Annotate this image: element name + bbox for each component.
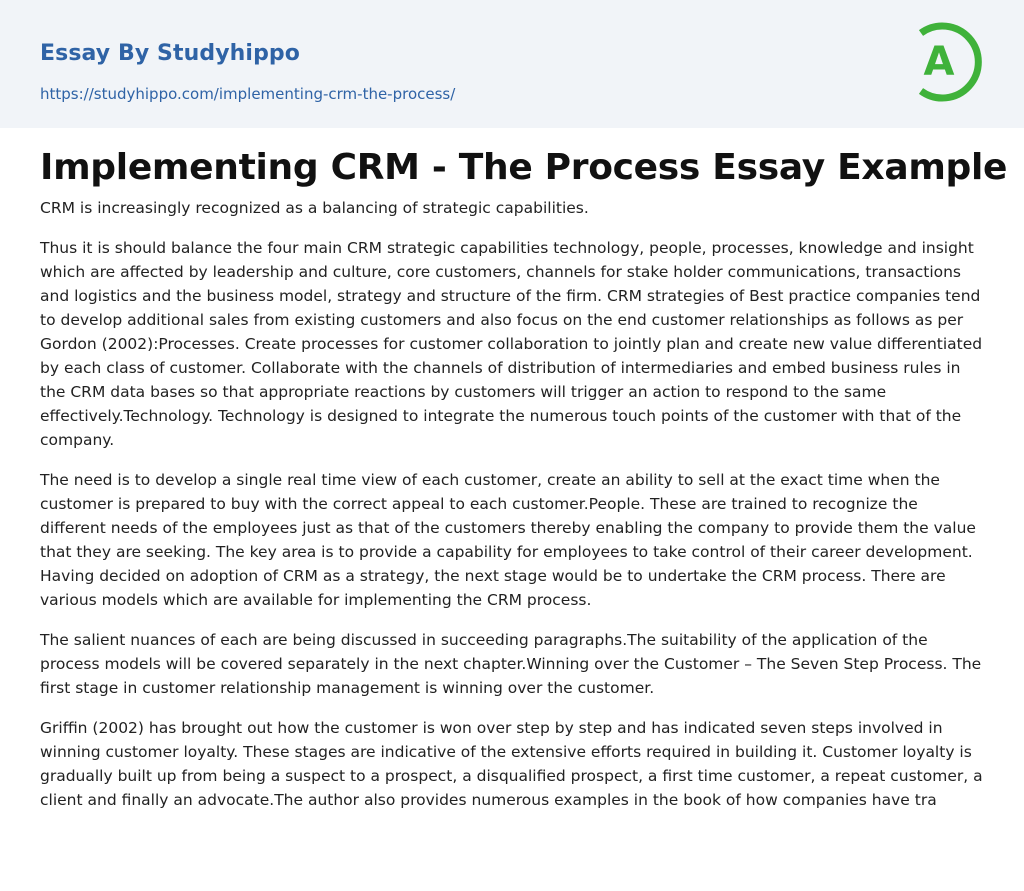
studyhippo-logo[interactable] [912,20,984,104]
paragraph: Thus it is should balance the four main CRM strategic capabilities technology, people, processes, knowledge and insight which are affected by leadership and culture, core customers, channels for stake holder communications, transactions and logistics and the business model, strategy and structure of the firm. CRM strategies of Best practice companies tend to develop additional sales from existing customers and also focus on the end customer relationships as follows as per Gordon (2002):Processes. Create processes for customer collaboration to jointly plan and create new value differentiated by each class of customer. Collaborate with the channels of distribution of intermediaries and embed business rules in the CRM data bases so that appropriate reactions by customers will trigger an action to respond to the same effectively.Technology. Technology is designed to integrate the numerous touch points of the customer with that of the company. [40,239,983,449]
logo-letter: A [923,39,955,85]
article [0,148,1024,812]
brand-title[interactable]: Essay By Studyhippo [40,41,300,66]
paragraph: CRM is increasingly recognized as a balancing of strategic capabilities. [40,199,589,217]
page-title: Implementing CRM - The Process Essay Example [40,147,1008,188]
paragraph: The need is to develop a single real time view of each customer, create an ability to sell at the exact time when the customer is prepared to buy with the correct appeal to each customer.People. These are trained to recognize the different needs of the employees just as that of the customers thereby enabling the company to provide them the value that they are seeking. The key area is to provide a capability for employees to take control of their career development. Having decided on adoption of CRM as a strategy, the next stage would be to undertake the CRM process. There are various models which are available for implementing the CRM process. [40,471,976,609]
paragraph: Griffin (2002) has brought out how the customer is won over step by step and has indicated seven steps involved in winning customer loyalty. These stages are indicative of the extensive efforts required in building it. Customer loyalty is gradually built up from being a suspect to a prospect, a disqualified prospect, a first time customer, a repeat customer, a client and finally an advocate.The author also provides numerous examples in the book of how companies have tra [40,719,983,809]
site-header [0,0,1024,128]
paragraph: The salient nuances of each are being discussed in succeeding paragraphs.The suitability of the application of the process models will be covered separately in the next chapter.Winning over the Customer – The Seven Step Process. The first stage in customer relationship management is winning over the customer. [40,631,982,697]
essay-url-link[interactable]: https://studyhippo.com/implementing-crm-the-process/ [40,85,456,103]
